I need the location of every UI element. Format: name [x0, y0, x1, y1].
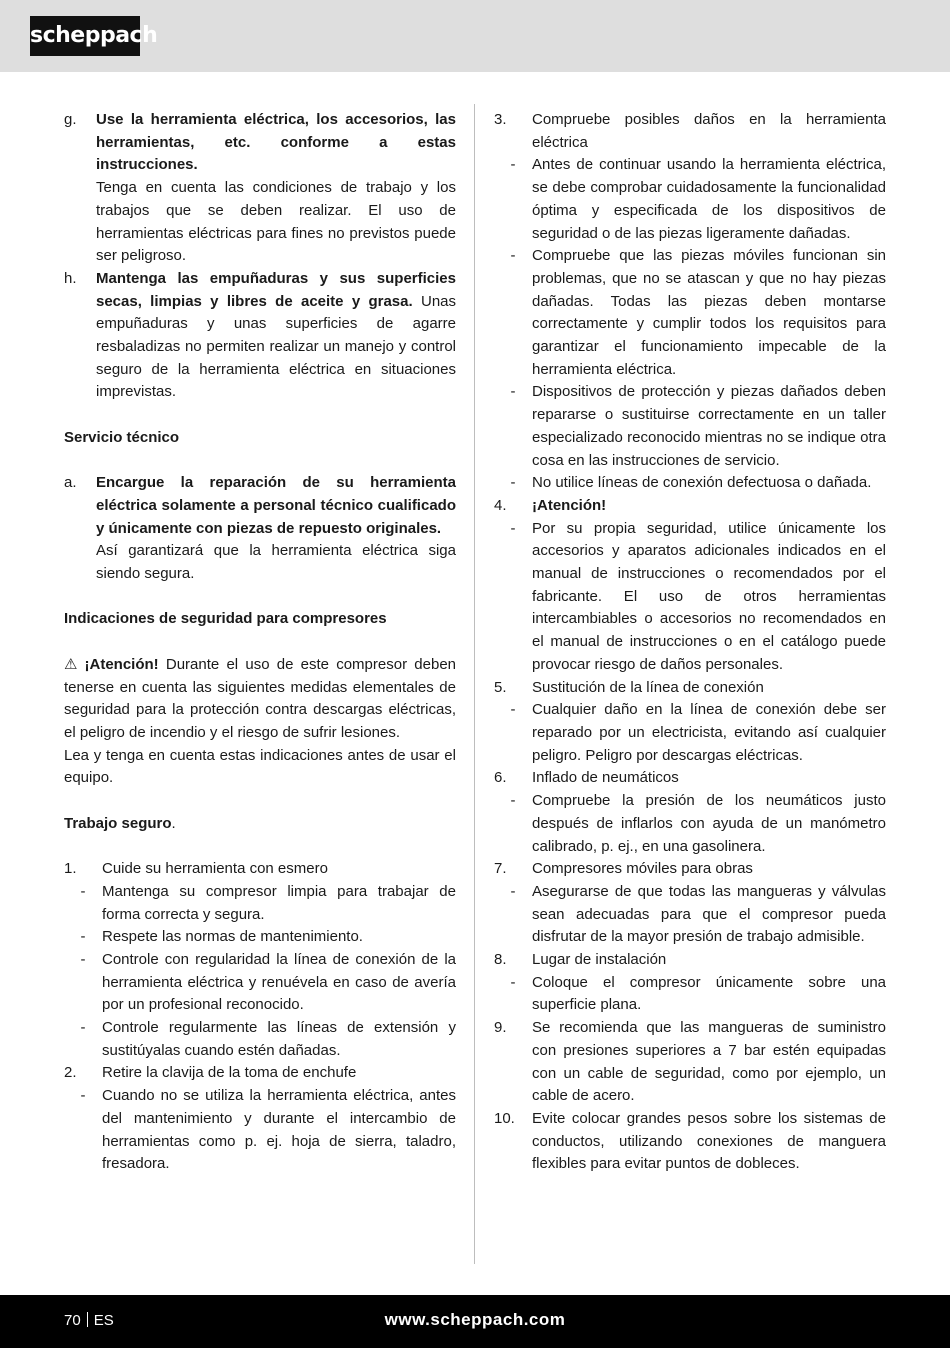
item-number: 6.	[494, 769, 507, 787]
dash-marker: -	[80, 1087, 86, 1105]
list-item-g	[64, 109, 456, 268]
item-text: Inflado de neumáticos	[532, 769, 679, 787]
section-heading-compressor: Indicaciones de seguridad para compresores	[64, 610, 387, 628]
sub-item-text: Compruebe que las piezas móviles funcionan sin problemas, que no se atascan y que no hay piezas dañadas. Todas las piezas deben montarse correctamente y cumplir todos los requisitos para garantizar el funcionamiento impecable de la herramienta eléctrica.	[532, 247, 886, 378]
attention-paragraph	[64, 654, 456, 745]
item-number: 3.	[494, 111, 507, 128]
left-column	[64, 109, 456, 1176]
list-item-2	[64, 1062, 456, 1085]
list-item-9	[494, 1017, 886, 1108]
list-item-4	[494, 495, 886, 518]
safe-work-heading: Trabajo seguro.	[64, 814, 176, 832]
sub-item-text: Compruebe la presión de los neumáticos justo después de inflarlos con ayuda de un manómetro calibrado, p. ej., en una gasolinera.	[532, 792, 886, 855]
item-1-text: Cuide su herramienta con esmero	[102, 860, 328, 878]
item-a-bold: Encargue la reparación de su herramienta eléctrica solamente a personal técnico cualificado y únicamente con piezas de repuesto originales.	[96, 474, 456, 537]
sub-item-text: Controle regularmente las líneas de extensión y sustitúyalas cuando estén dañadas.	[102, 1019, 456, 1059]
list-item-3	[494, 109, 886, 154]
sub-list-item	[494, 381, 886, 472]
list-item-a	[64, 472, 456, 586]
website-link[interactable]: www.scheppach.com	[384, 1310, 566, 1329]
brand-logo: scheppach	[30, 16, 140, 56]
column-divider	[474, 104, 475, 1264]
item-number: 9.	[494, 1019, 507, 1037]
item-h-text: Unas empuñaduras y unas superficies de agarre resbaladizas no permiten realizar un manejo y control seguro de la herramienta eléctrica en situaciones imprevistas.	[96, 292, 456, 401]
sub-list-item	[494, 790, 886, 858]
item-label: h.	[64, 269, 77, 287]
dash-marker: -	[510, 247, 516, 265]
sub-list-item	[494, 245, 886, 381]
item-a-text: Así garantizará que la herramienta eléctrica siga siendo segura.	[96, 542, 456, 583]
right-column	[494, 109, 886, 1176]
item-text: Se recomienda que las mangueras de suministro con presiones superiores a 7 bar estén equipadas con un cable de seguridad, como por ejemplo, un cable de acero.	[532, 1019, 886, 1105]
item-text: Lugar de instalación	[532, 951, 667, 969]
sub-item-text: Controle con regularidad la línea de conexión de la herramienta eléctrica y renuévela en caso de avería por un profesional reconocido.	[102, 950, 456, 1014]
sub-list-item	[494, 472, 886, 495]
page-number: 70	[64, 1312, 81, 1329]
sub-item-text: Dispositivos de protección y piezas dañados deben repararse o sustituirse correctamente en un taller especializado reconocido mientras no se indique otra cosa en las instrucciones de servicio.	[532, 383, 886, 469]
sub-item-text: No utilice líneas de conexión defectuosa o dañada.	[532, 474, 872, 492]
list-item-7	[494, 858, 886, 881]
list-item-6	[494, 767, 886, 790]
sub-item-text: Respete las normas de mantenimiento.	[102, 928, 363, 946]
sub-list-item	[494, 972, 886, 1017]
sub-item-text: Coloque el compresor únicamente sobre una superficie plana.	[532, 973, 886, 1014]
attention-text: Durante el uso de este compresor deben tenerse en cuenta las siguientes medidas elementales de seguridad para la protección contra descargas eléctricas, el peligro de incendio y el riesgo de sufrir lesiones.	[64, 655, 456, 741]
dash-marker: -	[80, 1019, 86, 1037]
sub-item-text: Mantenga su compresor limpia para trabajar de forma correcta y segura.	[102, 882, 456, 923]
item-number: 2.	[64, 1064, 77, 1082]
dash-marker: -	[80, 928, 86, 946]
section-heading-service: Servicio técnico	[64, 428, 180, 446]
sub-list-item	[494, 154, 886, 245]
item-number: 5.	[494, 678, 507, 696]
sub-list-item	[494, 518, 886, 677]
language-code: ES	[93, 1312, 114, 1329]
dash-marker: -	[510, 701, 516, 719]
item-label: g.	[64, 111, 77, 128]
attention-label: ¡Atención!	[84, 655, 159, 673]
list-item-h	[64, 268, 456, 404]
page-footer	[0, 1295, 950, 1348]
list-item-8	[494, 949, 886, 972]
sub-list-item	[64, 926, 456, 949]
page-header	[0, 0, 950, 72]
sub-item-text: Asegurarse de que todas las mangueras y válvulas sean adecuadas para que el compresor pueda disfrutar de la mayor presión de trabajo admisible.	[532, 882, 886, 946]
sub-list-item	[64, 949, 456, 1017]
sub-item-text: Antes de continuar usando la herramienta eléctrica, se debe comprobar cuidadosamente la funcionalidad óptima y especificada de los dispositivos de seguridad o de las piezas ligeramente dañadas.	[532, 156, 886, 242]
read-instructions-text: Lea y tenga en cuenta estas indicaciones antes de usar el equipo.	[64, 746, 456, 787]
sub-list-item	[64, 1085, 456, 1176]
item-text: Compruebe posibles daños en la herramienta eléctrica	[532, 111, 886, 151]
item-h-bold: Mantenga las empuñaduras y sus superficies secas, limpias y libres de aceite y grasa.	[96, 269, 456, 310]
item-g-text: Tenga en cuenta las condiciones de trabajo y los trabajos que se deben realizar. El uso de herramientas eléctricas para fines no previstos puede ser peligroso.	[96, 179, 456, 265]
item-text: Evite colocar grandes pesos sobre los sistemas de conductos, utilizando conexiones de manguera flexibles para evitar puntos de dobleces.	[532, 1109, 886, 1173]
sub-list-item	[494, 881, 886, 949]
item-text: Compresores móviles para obras	[532, 860, 753, 878]
dash-marker: -	[510, 519, 516, 537]
item-number: 10.	[494, 1109, 515, 1127]
item-2-text: Retire la clavija de la toma de enchufe	[102, 1064, 357, 1082]
item-text: Sustitución de la línea de conexión	[532, 678, 764, 696]
sub-list-item	[64, 881, 456, 926]
dash-marker: -	[510, 882, 516, 900]
list-item-5	[494, 677, 886, 700]
item-number: 7.	[494, 860, 507, 878]
dash-marker: -	[510, 792, 516, 810]
sub-item-text: Cuando no se utiliza la herramienta eléctrica, antes del mantenimiento y durante el intercambio de herramientas como p. ej. hoja de sierra, taladro, fresadora.	[102, 1087, 456, 1173]
sub-list-item	[494, 699, 886, 767]
item-g-bold: Use la herramienta eléctrica, los accesorios, las herramientas, etc. conforme a estas instrucciones.	[96, 111, 456, 174]
dash-marker: -	[510, 156, 516, 174]
sub-list-item	[64, 1017, 456, 1062]
dash-marker: -	[80, 950, 86, 968]
item-number: 8.	[494, 951, 507, 969]
list-item-1	[64, 858, 456, 881]
dash-marker: -	[510, 474, 516, 492]
dash-marker: -	[510, 973, 516, 991]
list-item-10	[494, 1108, 886, 1176]
warning-icon: ⚠	[64, 655, 81, 673]
item-text: ¡Atención!	[532, 496, 607, 514]
item-label: a.	[64, 474, 77, 492]
dash-marker: -	[80, 882, 86, 900]
dash-marker: -	[510, 383, 516, 401]
item-number: 4.	[494, 496, 507, 514]
sub-item-text: Por su propia seguridad, utilice únicamente los accesorios y aparatos adicionales indicados en el manual de instrucciones o recomendados por el fabricante. El uso de otros herramientas intercambiables o accesorios no recomendados en el manual de instrucciones o en el catálogo puede provocar riesgo de daños personales.	[532, 519, 886, 673]
item-number: 1.	[64, 860, 77, 878]
sub-item-text: Cualquier daño en la línea de conexión debe ser reparado por un electricista, evitando así cualquier peligro. Peligro por descargas eléctricas.	[532, 701, 886, 764]
